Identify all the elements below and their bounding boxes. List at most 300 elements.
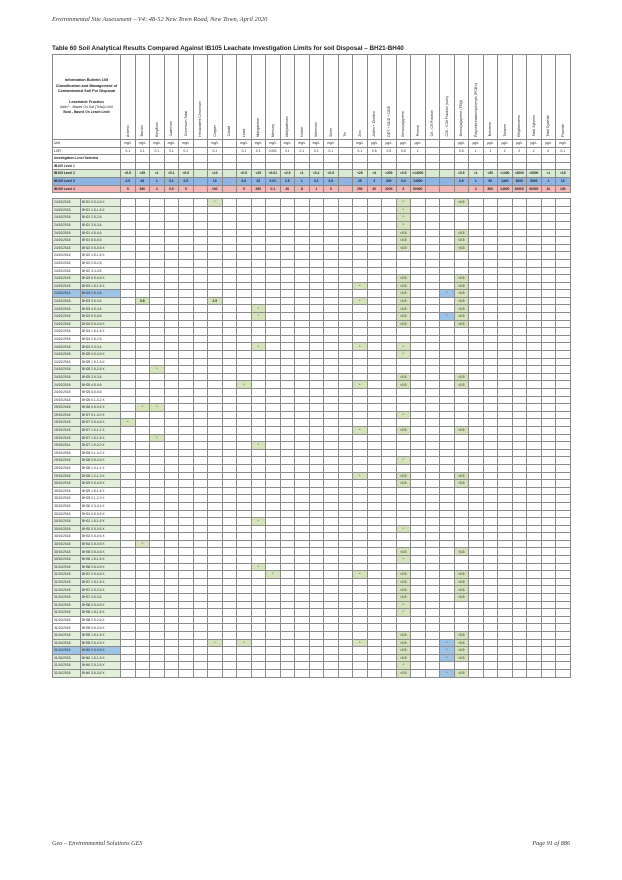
value-cell: 3: [367, 177, 382, 185]
result-cell: [208, 540, 223, 548]
result-cell: [121, 639, 136, 647]
value-cell: µg/L: [498, 140, 513, 148]
result-cell: [266, 328, 281, 336]
column-header: [483, 55, 498, 140]
empty-cell: [280, 162, 295, 170]
result-cell: [367, 480, 382, 488]
result-cell: <0.5: [396, 548, 411, 556]
result-cell: [411, 259, 426, 267]
result-cell: [440, 366, 455, 374]
value-cell: <1: [150, 170, 165, 178]
result-cell: [179, 434, 194, 442]
sample-row: [53, 480, 571, 488]
value-cell: 50000: [411, 185, 426, 193]
result-cell: [527, 442, 542, 450]
result-cell: [251, 601, 266, 609]
result-cell: [179, 601, 194, 609]
result-cell: [469, 624, 484, 632]
result-cell: [498, 320, 513, 328]
result-cell: [324, 426, 339, 434]
result-cell: [237, 434, 252, 442]
result-cell: [425, 525, 440, 533]
result-cell: [440, 464, 455, 472]
result-cell: [295, 442, 310, 450]
result-cell: [382, 518, 397, 526]
result-cell: [324, 237, 339, 245]
result-cell: [193, 571, 208, 579]
result-cell: [367, 275, 382, 283]
result-cell: [309, 411, 324, 419]
result-cell: [309, 662, 324, 670]
value-cell: <1: [541, 170, 556, 178]
result-cell: [150, 556, 165, 564]
result-cell: [411, 343, 426, 351]
sample-id: BH29 0.5-0.6 X: [81, 480, 121, 488]
value-cell: <3000: [512, 170, 527, 178]
result-cell: [338, 654, 353, 662]
result-cell: [280, 594, 295, 602]
column-header: [367, 55, 382, 140]
result-cell: [338, 548, 353, 556]
result-cell: [483, 358, 498, 366]
result-cell: [135, 206, 150, 214]
value-cell: 0.1: [164, 177, 179, 185]
result-cell: [512, 366, 527, 374]
value-cell: mg/L: [135, 140, 150, 148]
result-cell: [208, 259, 223, 267]
result-cell: [454, 267, 469, 275]
result-cell: [164, 662, 179, 670]
result-cell: [411, 594, 426, 602]
result-cell: [527, 221, 542, 229]
value-cell: [222, 170, 237, 178]
empty-cell: [483, 155, 498, 163]
result-cell: [164, 396, 179, 404]
result-cell: [121, 578, 136, 586]
result-cell: [498, 586, 513, 594]
value-cell: 0.1: [556, 147, 571, 155]
result-cell: [324, 472, 339, 480]
empty-cell: [150, 155, 165, 163]
result-cell: [309, 252, 324, 260]
result-cell: [164, 556, 179, 564]
result-cell: [338, 290, 353, 298]
result-cell: [512, 389, 527, 397]
result-cell: [251, 335, 266, 343]
result-cell: *: [396, 601, 411, 609]
result-cell: [541, 404, 556, 412]
result-cell: [309, 601, 324, 609]
result-cell: *: [396, 609, 411, 617]
empty-cell: [135, 155, 150, 163]
result-cell: [237, 571, 252, 579]
result-cell: [222, 487, 237, 495]
result-cell: [222, 358, 237, 366]
result-cell: [440, 495, 455, 503]
result-cell: [541, 449, 556, 457]
result-cell: [382, 381, 397, 389]
result-cell: [208, 267, 223, 275]
value-cell: 0.1: [324, 147, 339, 155]
result-cell: [483, 206, 498, 214]
empty-cell: [382, 155, 397, 163]
result-cell: [483, 472, 498, 480]
result-cell: [512, 199, 527, 207]
result-cell: *: [251, 563, 266, 571]
result-cell: [324, 632, 339, 640]
result-cell: [208, 616, 223, 624]
result-cell: [556, 252, 571, 260]
result-cell: [425, 351, 440, 359]
result-cell: [425, 616, 440, 624]
result-cell: [440, 214, 455, 222]
result-cell: [367, 419, 382, 427]
result-cell: [222, 426, 237, 434]
sample-id: BH25 5.5-5.6: [81, 389, 121, 397]
result-cell: [135, 601, 150, 609]
sample-date: 30/10/2018: [53, 556, 81, 564]
result-cell: [324, 571, 339, 579]
result-cell: [179, 389, 194, 397]
result-cell: [498, 282, 513, 290]
result-cell: [541, 594, 556, 602]
sample-row: [53, 594, 571, 602]
value-cell: 8: [295, 185, 310, 193]
result-cell: [498, 366, 513, 374]
value-cell: <5000: [527, 170, 542, 178]
column-header-label: Total Cyanide: [546, 114, 551, 137]
result-cell: *: [150, 366, 165, 374]
result-cell: [179, 548, 194, 556]
result-cell: [541, 616, 556, 624]
result-cell: [324, 404, 339, 412]
result-cell: [440, 373, 455, 381]
result-cell: [324, 609, 339, 617]
result-cell: [338, 669, 353, 677]
result-cell: [498, 487, 513, 495]
result-cell: [193, 373, 208, 381]
result-cell: [135, 510, 150, 518]
column-header-label: Barium: [140, 125, 145, 137]
result-cell: [396, 518, 411, 526]
result-cell: [353, 442, 368, 450]
result-cell: [266, 594, 281, 602]
result-cell: [222, 229, 237, 237]
result-cell: [164, 518, 179, 526]
result-cell: [324, 502, 339, 510]
result-cell: [324, 540, 339, 548]
result-cell: [266, 556, 281, 564]
result-cell: [425, 366, 440, 374]
result-cell: 2.9: [208, 297, 223, 305]
result-cell: [179, 609, 194, 617]
result-cell: [266, 624, 281, 632]
result-cell: [121, 358, 136, 366]
value-cell: [440, 170, 455, 178]
value-cell: [440, 147, 455, 155]
result-cell: [251, 495, 266, 503]
result-cell: [309, 525, 324, 533]
result-cell: [193, 389, 208, 397]
empty-cell: [324, 162, 339, 170]
result-cell: [295, 609, 310, 617]
result-cell: [266, 199, 281, 207]
result-cell: [483, 647, 498, 655]
result-cell: [150, 609, 165, 617]
result-cell: [396, 328, 411, 336]
result-cell: [179, 518, 194, 526]
sample-date: 24/10/2018: [53, 290, 81, 298]
result-cell: [411, 457, 426, 465]
result-cell: [280, 305, 295, 313]
result-cell: [324, 297, 339, 305]
value-cell: 0.5: [324, 177, 339, 185]
result-cell: [382, 373, 397, 381]
result-cell: [367, 335, 382, 343]
result-cell: [193, 548, 208, 556]
result-cell: [208, 571, 223, 579]
result-cell: [498, 616, 513, 624]
result-cell: [527, 282, 542, 290]
result-cell: [411, 518, 426, 526]
result-cell: [498, 548, 513, 556]
result-cell: [367, 616, 382, 624]
result-cell: <0.5: [454, 313, 469, 321]
result-cell: [512, 320, 527, 328]
result-cell: [541, 510, 556, 518]
result-cell: [324, 305, 339, 313]
sample-date: 29/10/2018: [53, 464, 81, 472]
sample-row: [53, 609, 571, 617]
result-cell: [541, 214, 556, 222]
result-cell: [382, 548, 397, 556]
result-cell: [179, 533, 194, 541]
result-cell: *: [440, 647, 455, 655]
result-cell: [237, 267, 252, 275]
result-cell: [309, 404, 324, 412]
result-cell: [411, 335, 426, 343]
result-cell: [280, 267, 295, 275]
sample-date: 31/10/2018: [53, 624, 81, 632]
result-cell: [367, 389, 382, 397]
result-cell: [222, 472, 237, 480]
result-cell: [556, 472, 571, 480]
result-cell: [425, 229, 440, 237]
result-cell: [338, 229, 353, 237]
result-cell: [469, 282, 484, 290]
result-cell: [541, 525, 556, 533]
result-cell: [121, 351, 136, 359]
result-cell: [309, 540, 324, 548]
result-cell: [411, 464, 426, 472]
result-cell: [121, 442, 136, 450]
result-cell: [179, 328, 194, 336]
result-cell: [527, 525, 542, 533]
result-cell: [541, 343, 556, 351]
result-cell: [121, 457, 136, 465]
result-cell: [193, 464, 208, 472]
result-cell: [556, 351, 571, 359]
result-cell: [295, 290, 310, 298]
result-cell: [382, 411, 397, 419]
result-cell: [164, 571, 179, 579]
result-cell: [251, 320, 266, 328]
result-cell: [425, 419, 440, 427]
result-cell: [527, 571, 542, 579]
result-cell: [208, 449, 223, 457]
result-cell: [309, 267, 324, 275]
result-cell: [353, 525, 368, 533]
value-cell: mg/L: [150, 140, 165, 148]
result-cell: [382, 472, 397, 480]
result-cell: [382, 594, 397, 602]
result-cell: [237, 495, 252, 503]
result-cell: [266, 275, 281, 283]
result-cell: [440, 229, 455, 237]
result-cell: [411, 282, 426, 290]
result-cell: [483, 434, 498, 442]
result-cell: [382, 495, 397, 503]
result-cell: [382, 540, 397, 548]
result-cell: [425, 199, 440, 207]
result-cell: [251, 328, 266, 336]
sample-date: 31/10/2018: [53, 609, 81, 617]
result-cell: [512, 419, 527, 427]
sample-id: BH35 1.5-1.6 X: [81, 556, 121, 564]
result-cell: [237, 457, 252, 465]
result-cell: [309, 480, 324, 488]
result-cell: [251, 237, 266, 245]
value-cell: 0.1: [251, 147, 266, 155]
result-cell: [425, 548, 440, 556]
result-cell: 0.8: [135, 297, 150, 305]
result-cell: [222, 221, 237, 229]
result-cell: [396, 434, 411, 442]
column-header-label: Total Xylenes: [531, 115, 536, 137]
result-cell: [425, 221, 440, 229]
sample-row: [53, 335, 571, 343]
ib105-level4-row: [53, 185, 571, 193]
value-cell: <0.1: [309, 170, 324, 178]
value-cell: mg/L: [208, 140, 223, 148]
result-cell: [512, 267, 527, 275]
result-cell: [367, 237, 382, 245]
result-cell: [338, 533, 353, 541]
result-cell: [280, 259, 295, 267]
result-cell: [121, 502, 136, 510]
result-cell: [222, 647, 237, 655]
result-cell: [556, 624, 571, 632]
result-cell: *: [135, 540, 150, 548]
value-cell: µg/L: [483, 140, 498, 148]
result-cell: [251, 214, 266, 222]
result-cell: [266, 601, 281, 609]
result-cell: [440, 358, 455, 366]
result-cell: [179, 366, 194, 374]
sample-id: BH37 0.5-0.6 X: [81, 571, 121, 579]
result-cell: [353, 373, 368, 381]
result-cell: [338, 244, 353, 252]
result-cell: [179, 282, 194, 290]
result-cell: [193, 237, 208, 245]
result-cell: [150, 389, 165, 397]
investigation-level-row-label: Investigation Level Selected: [53, 155, 121, 163]
sample-id: BH21 3.5-3.6: [81, 221, 121, 229]
result-cell: [135, 586, 150, 594]
result-cell: [208, 487, 223, 495]
result-cell: [353, 556, 368, 564]
result-cell: [295, 487, 310, 495]
result-cell: [498, 396, 513, 404]
value-cell: 50: [483, 177, 498, 185]
result-cell: [527, 426, 542, 434]
value-cell: [338, 177, 353, 185]
result-cell: [353, 616, 368, 624]
result-cell: [527, 563, 542, 571]
result-cell: [179, 449, 194, 457]
result-cell: [353, 434, 368, 442]
result-cell: [193, 381, 208, 389]
result-cell: [353, 586, 368, 594]
result-cell: [483, 586, 498, 594]
sample-date: 24/10/2018: [53, 275, 81, 283]
result-cell: [150, 290, 165, 298]
result-cell: [309, 297, 324, 305]
value-cell: µg/L: [469, 140, 484, 148]
result-cell: [135, 563, 150, 571]
result-cell: [367, 259, 382, 267]
empty-cell: [295, 162, 310, 170]
result-cell: [425, 480, 440, 488]
result-cell: [382, 525, 397, 533]
result-cell: <0.5: [396, 586, 411, 594]
sample-id: BH38 0.5-0.6 X: [81, 601, 121, 609]
result-cell: [367, 578, 382, 586]
result-cell: *: [251, 442, 266, 450]
sample-date: 24/10/2018: [53, 282, 81, 290]
result-cell: *: [440, 290, 455, 298]
result-cell: [164, 373, 179, 381]
result-cell: [295, 351, 310, 359]
result-cell: [150, 464, 165, 472]
result-cell: [454, 624, 469, 632]
result-cell: [382, 351, 397, 359]
sample-row: [53, 328, 571, 336]
result-cell: [179, 297, 194, 305]
column-header-label: Aldrin + Dieldrin: [372, 111, 377, 137]
result-cell: [295, 221, 310, 229]
result-cell: [454, 525, 469, 533]
result-cell: [193, 586, 208, 594]
column-header-label: Benzo(a)pyrene: [401, 111, 406, 137]
result-cell: [440, 502, 455, 510]
result-cell: [121, 487, 136, 495]
result-cell: [208, 510, 223, 518]
result-cell: [280, 662, 295, 670]
result-cell: [425, 411, 440, 419]
result-cell: [179, 351, 194, 359]
result-cell: [251, 609, 266, 617]
result-cell: [237, 525, 252, 533]
result-cell: [367, 381, 382, 389]
result-cell: [512, 525, 527, 533]
result-cell: [483, 381, 498, 389]
value-cell: 0.1: [266, 185, 281, 193]
result-cell: [179, 556, 194, 564]
result-cell: [498, 426, 513, 434]
result-cell: *: [396, 662, 411, 670]
result-cell: [469, 480, 484, 488]
